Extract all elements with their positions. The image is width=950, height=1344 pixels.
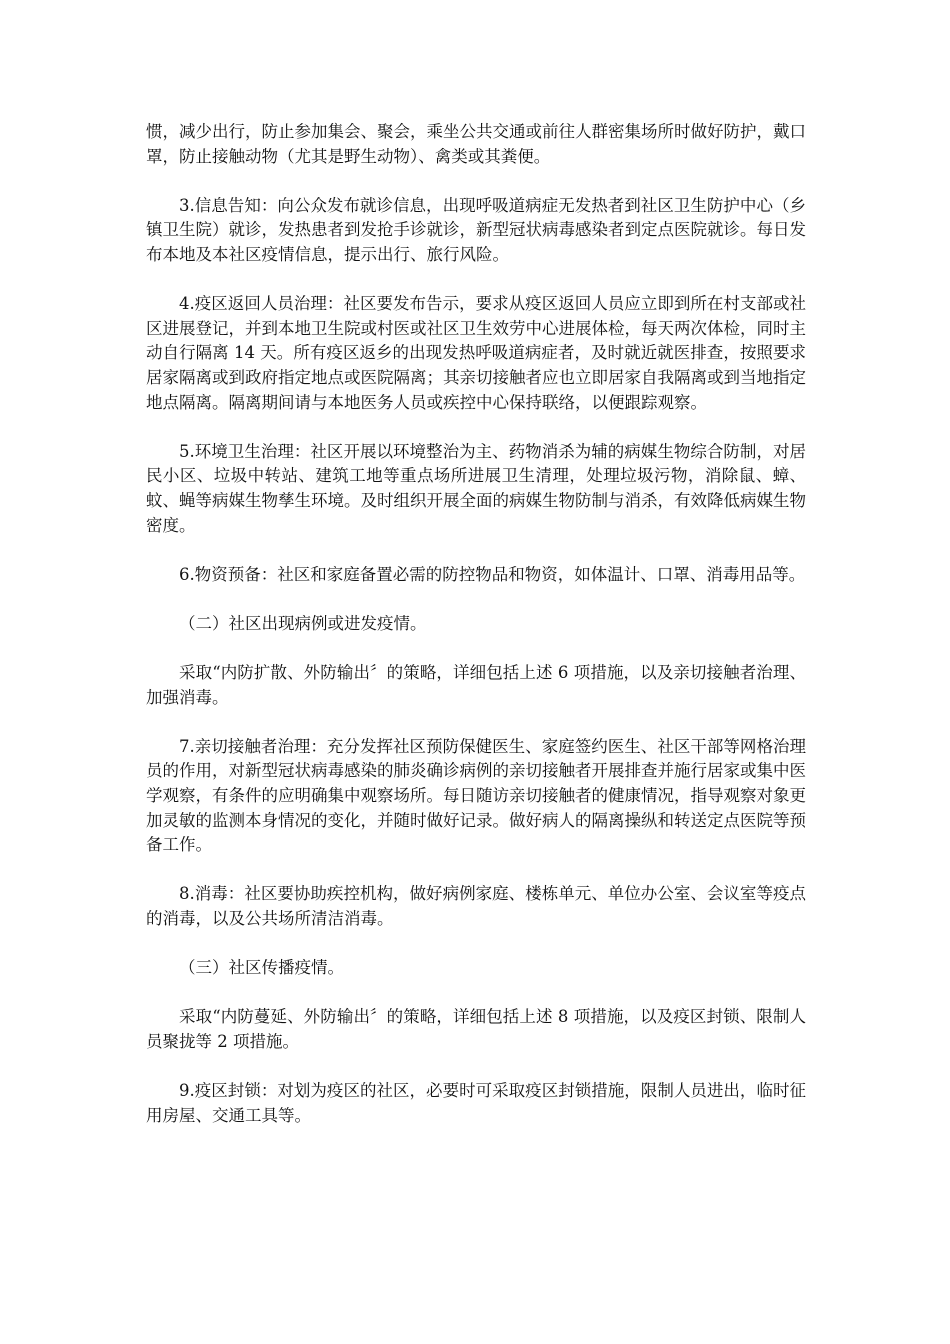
- paragraph-environment-hygiene: 5.环境卫生治理：社区开展以环境整治为主、药物消杀为辅的病媒生物综合防制，对居民小区、垃圾中转站、建筑工地等重点场所进展卫生清理，处理垃圾污物，消除鼠、蟑、蚊、蝇等病媒生物孳生环境。及时组织开展全面的病媒生物防制与消杀，有效降低病媒生物密度。: [146, 441, 806, 535]
- paragraph-continued: 惯，减少出行，防止参加集会、聚会，乘坐公共交通或前往人群密集场所时做好防护，戴口罩，防止接触动物（尤其是野生动物）、禽类或其粪便。: [146, 122, 806, 166]
- paragraph-lockdown: 9.疫区封锁：对划为疫区的社区，必要时可采取疫区封锁措施，限制人员进出，临时征用房屋、交通工具等。: [146, 1081, 806, 1125]
- document-page: [146, 120, 806, 1153]
- paragraph-info-notice: 3.信息告知：向公众发布就诊信息，出现呼吸道病症无发热者到社区卫生防护中心（乡镇卫生院）就诊，发热患者到发抢手诊就诊，新型冠状病毒感染者到定点医院就诊。每日发布本地及本社区疫情信息，提示出行、旅行风险。: [146, 195, 806, 264]
- paragraph-strategy-2: 采取“内防扩散、外防输出〞的策略，详细包括上述 6 项措施，以及亲切接触者治理、加强消毒。: [146, 663, 806, 707]
- paragraph-close-contact: 7.亲切接触者治理：充分发挥社区预防保健医生、家庭签约医生、社区干部等网格治理员的作用，对新型冠状病毒感染的肺炎确诊病例的亲切接触者开展排查并施行居家或集中医学观察，有条件的应明确集中观察场所。每日随访亲切接触者的健康情况，指导观察对象更加灵敏的监测本身情况的变化，并随时做好记录。做好病人的隔离操纵和转送定点医院等预备工作。: [146, 736, 806, 855]
- paragraph-supplies: 6.物资预备：社区和家庭备置必需的防控物品和物资，如体温计、口罩、消毒用品等。: [179, 564, 806, 584]
- section-heading-2: （二）社区出现病例或进发疫情。: [179, 613, 427, 633]
- section-heading-3: （三）社区传播疫情。: [179, 958, 344, 978]
- paragraph-returnee-management: 4.疫区返回人员治理：社区要发布告示，要求从疫区返回人员应立即到所在村支部或社区进展登记，并到本地卫生院或村医或社区卫生效劳中心进展体检，每天两次体检，同时主动自行隔离 14 天。所有疫区返乡的出现发热呼吸道病症者，及时就近就医排查，按照要求居家隔离或到政府指定地点或医院隔离；其亲切接触者应也立即居家自我隔离或到当地指定地点隔离。隔离期间请与本地医务人员或疾控中心保持联络，以便跟踪观察。: [146, 294, 806, 412]
- paragraph-strategy-3: 采取“内防蔓延、外防输出〞的策略，详细包括上述 8 项措施，以及疫区封锁、限制人员聚拢等 2 项措施。: [146, 1007, 806, 1051]
- paragraph-disinfection: 8.消毒：社区要协助疾控机构，做好病例家庭、楼栋单元、单位办公室、会议室等疫点的消毒，以及公共场所清洁消毒。: [146, 884, 806, 928]
